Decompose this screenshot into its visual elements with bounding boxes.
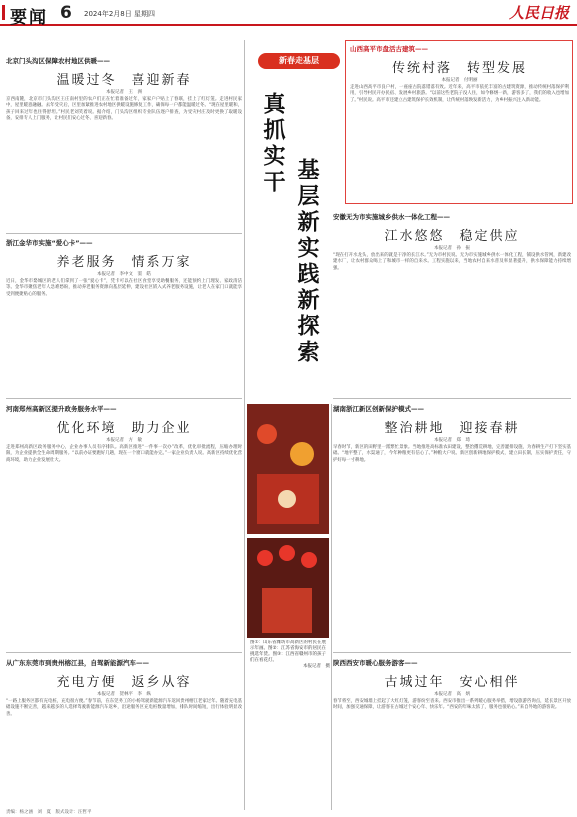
newspaper-logo: 人民日报: [508, 4, 569, 22]
article-body: “现在打开水龙头，放出来的就是干净的长江水。”无为市村民说。无为市实施城乡供水一体化工程，铺设供水管网，新建改建水厂，让农村群众喝上了和城市一样的自来水。工程实施以来，当地农村自来水普及率显著提升，供水保障能力持续增强。: [333, 253, 571, 271]
article-author: 本报记者 高 炳: [434, 692, 470, 697]
article-kicker: 从广东东莞市到贵州榕江县，自驾新能源汽车——: [6, 659, 149, 667]
photo-credit: 本报记者 摄: [303, 664, 330, 669]
article-kicker: 河南郑州高新区提升政务服务水平——: [6, 405, 117, 413]
article-kicker: 浙江金华市实施“爱心卡”——: [6, 239, 93, 247]
article-body: “一路上服务区都有充电桩，充电很方便。”春节前，在东莞务工的小杨驾驶新能源汽车返回贵州榕江老家过年。随着充电基础设施不断完善，越来越多的人选择驾驶新能源汽车返乡，沿途服务区充电桩数量增加，排队时间缩短，出行体验明显改善。: [6, 699, 242, 717]
article-heating: [6, 56, 242, 228]
section-title: 要闻: [10, 8, 48, 28]
divider: [333, 398, 571, 399]
photo-caption: [250, 640, 330, 680]
article-title: 传统村落 转型发展: [391, 61, 527, 76]
photo-1-graphic: [247, 404, 329, 534]
article-title: 优化环境 助力企业: [56, 421, 192, 436]
article-kicker: 安徽无为市实施城乡供水一体化工程——: [333, 213, 450, 221]
article-author: 本报记者 贺林平 李 纵: [97, 692, 151, 697]
column-divider: [331, 404, 332, 810]
divider: [6, 398, 242, 399]
article-ancient-village: [350, 44, 569, 200]
article-ev-travel: [6, 658, 242, 806]
article-kicker: 陕西西安市暖心服务游客——: [333, 659, 418, 667]
photo-1: [247, 404, 329, 534]
masthead: [0, 0, 577, 26]
article-body: 走进郑州高新区政务服务中心，企业办事人员有序排队。高新区推进“一件事一次办”改革，优化审批流程，压缩办理时限，为企业提供全生命周期服务。“以前办证要跑好几趟，现在一个窗口就能办完。”一家企业负责人说。高新区持续优化营商环境，助力企业发展壮大。: [6, 445, 242, 463]
banner-new-spring: 新春走基层: [258, 53, 340, 69]
article-government-service: [6, 404, 242, 646]
section-marker: [2, 5, 5, 20]
column-title-2: 基层新实践新探索: [294, 158, 320, 366]
article-title: 温暖过冬 喜迎新春: [56, 73, 192, 88]
divider: [6, 652, 242, 653]
article-body: 春节将至，西安城墙上挂起了大红灯笼，游客纷至沓来。西安市推出一系列暖心服务举措，增设旅游咨询点，延长景区开放时间，加强交通保障，让游客在古城过个安心年、快乐年。“西安的年味太浓了，服务也很贴心。”来自外地的游客说。: [333, 699, 571, 711]
article-title: 养老服务 情系万家: [56, 255, 192, 270]
page-number: 6: [60, 3, 72, 23]
article-body: 京西南麓，北京市门头沟区王庄南村里的农户们正在忙着准备过年，家家户户贴上了春联，挂上了红灯笼。走进村民家中，屋里暖意融融。去年受灾后，区里加紧推进农村地区供暖设施修复工作，确保每一户都能温暖过冬。“现在屋里暖和，孩子回来过年也住得舒坦。”村民老刘笑着说。据介绍，门头沟区组织专业队伍逐户排查，为受灾村庄及时更换了取暖设备，安排专人上门服务，让村民们安心过冬、喜迎新春。: [6, 97, 242, 122]
issue-date: 2024年2月8日 星期四: [84, 10, 155, 18]
article-author: 本报记者 孙 振: [434, 246, 470, 251]
article-body: 早春时节，新区的田野里一派繁忙景象。当地推进高标准农田建设，整治撂荒耕地，完善灌排设施，为春耕生产打下坚实基础。“地平整了，水渠通了，今年种粮更有信心了。”种粮大户说。新区创新耕地保护模式，建立田长制，压实保护责任，守护好每一寸耕地。: [333, 445, 571, 463]
article-kicker: 湖南浙江新区创新保护模式——: [333, 405, 424, 413]
article-title: 整治耕地 迎接春耕: [384, 421, 520, 436]
caption-text: 图①：山东省潍坊市高新区的村民在展示年画。图②：江苏省海安市的居民在挑选年货。图③：江西省赣州市的孩子们在看花灯。: [250, 640, 327, 663]
article-xian-tourism: [333, 658, 571, 806]
article-elderly-care: [6, 238, 242, 393]
article-author: 本报记者 王 洲: [106, 90, 142, 95]
column-title-1: 真抓实干: [260, 92, 286, 196]
article-author: 本报记者 方 敏: [106, 438, 142, 443]
divider: [333, 652, 571, 653]
divider: [6, 233, 242, 234]
article-body: 近日，金华市婺城区的老人们拿到了一张“爱心卡”，凭卡可以在社区食堂享受助餐服务，还能预约上门理发、家政清洁等。金华市聚焦老年人急难愁盼，推动养老服务资源向基层延伸，建设社区嵌入式养老服务设施，让老人在家门口就能享受到便捷贴心的服务。: [6, 279, 242, 297]
article-water-supply: [333, 212, 571, 362]
article-farmland: [333, 404, 571, 646]
article-kicker: 山西高平市盘活古建筑——: [350, 45, 428, 53]
photo-2-graphic: [247, 538, 329, 638]
photo-2: [247, 538, 329, 638]
article-author: 本报记者 李中文 窦 皓: [97, 272, 151, 277]
article-title: 江水悠悠 稳定供应: [384, 229, 520, 244]
article-title: 古城过年 安心相伴: [384, 675, 520, 690]
article-author: 本报记者 郑 琦: [434, 438, 470, 443]
article-kicker: 北京门头沟区保障农村地区供暖——: [6, 57, 110, 65]
page-footer: 责编：杨之涵 刘 夏 版式设计：汪哲平: [6, 810, 92, 815]
article-author: 本报记者 付明丽: [441, 78, 478, 83]
article-body: 走进山西高平市良户村，一座座古院落错落有致。近年来，高平市依托丰富的古建筑资源，推动传统村落保护利用，引导村民开办民宿、发展乡村旅游。“以前这些老院子没人住，如今修缮一新，游客多了，我们的收入也增加了。”村民说。高平市还建立古建筑保护长效机制，让传统村落焕发新活力，为乡村振兴注入新动能。: [350, 85, 569, 103]
column-divider: [244, 40, 245, 810]
article-title: 充电方便 返乡从容: [56, 675, 192, 690]
